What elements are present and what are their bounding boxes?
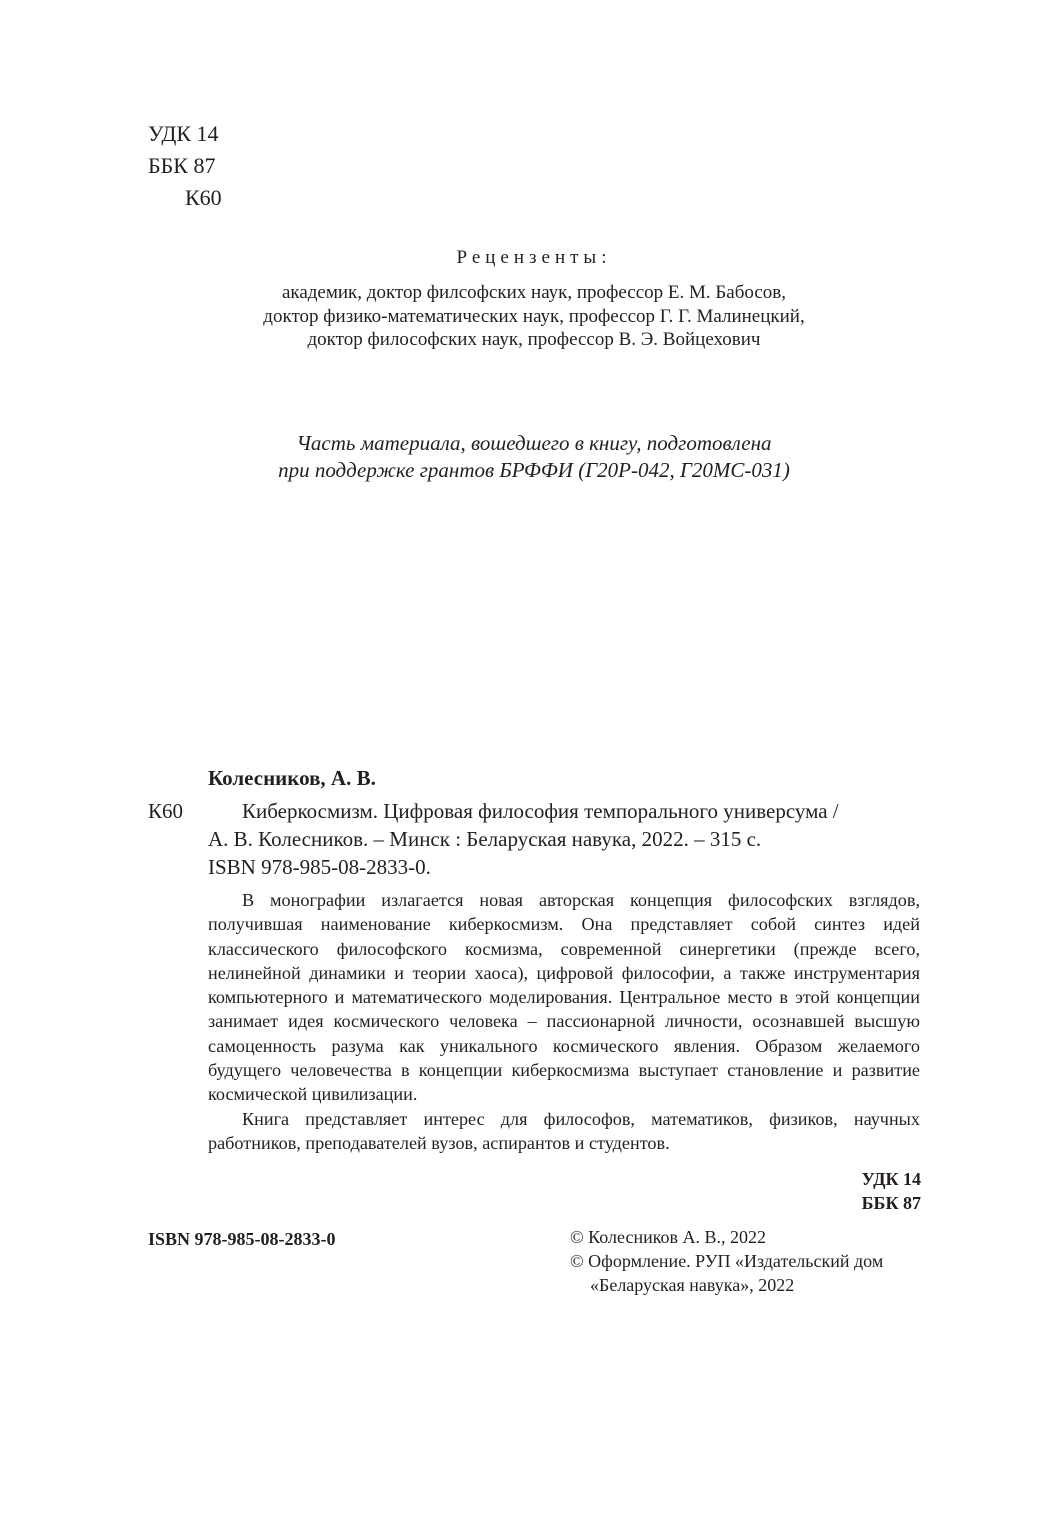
reviewers-heading: Рецензенты:	[456, 247, 612, 268]
copyright-line: © Колесников А. В., 2022	[570, 1227, 767, 1247]
grant-note-line: при поддержке грантов БРФФИ (Г20Р-042, Г20МС-031)	[278, 458, 790, 482]
abstract	[208, 888, 920, 1155]
catalog-author: Колесников, А. В.	[208, 766, 376, 790]
isbn: ISBN 978-985-08-2833-0	[148, 1229, 336, 1249]
reviewer-line: доктор философских наук, профессор В. Э. Войцехович	[307, 329, 761, 350]
reviewer-line: доктор физико-математических наук, профессор Г. Г. Малинецкий,	[263, 305, 805, 327]
udk-code: УДК 14	[148, 121, 219, 146]
bbk-code-bottom: ББК 87	[861, 1193, 921, 1213]
grant-note	[0, 430, 1058, 484]
reviewer-line: академик, доктор филсофских наук, профессор Е. М. Бабосов,	[281, 282, 787, 303]
copyright-line: © Оформление. РУП «Издательский дом	[570, 1251, 884, 1271]
reviewers-block	[0, 244, 1058, 352]
abstract-paragraph: Книга представляет интерес для философов, математиков, физиков, научных работников, преподавателей вузов, аспирантов и студентов.	[208, 1108, 920, 1153]
udk-code-bottom: УДК 14	[861, 1169, 921, 1189]
bbk-code: ББК 87	[148, 153, 216, 178]
catalog-author-mark: К60	[148, 799, 184, 823]
catalog-isbn: ISBN 978-985-08-2833-0.	[208, 855, 431, 879]
classification-codes-top	[148, 118, 222, 214]
catalog-description	[208, 797, 839, 881]
classification-codes-bottom	[800, 1167, 921, 1215]
copyright-block	[570, 1225, 883, 1297]
author-mark: К60	[185, 185, 222, 210]
grant-note-line: Часть материала, вошедшего в книгу, подготовлена	[296, 431, 772, 455]
catalog-publication: А. В. Колесников. – Минск : Беларуская навука, 2022. – 315 с.	[208, 827, 762, 851]
copyright-line: «Беларуская навука», 2022	[590, 1275, 795, 1295]
catalog-title: Киберкосмизм. Цифровая философия темпорального универсума /	[242, 799, 839, 823]
abstract-paragraph: В монографии излагается новая авторская концепция философских взглядов, получившая наименование киберкосмизм. Она представляет собой синтез идей классического философского космизма, современной синергетики (прежде всего, нелинейной динамики и теории хаоса), цифровой философии, а также инструментария компьютерного и математического моделирования. Центральное место в этой концепции занимает идея космического человека – пассионарной личности, осознавшей высшую самоценность разума как уникального космического явления. Образом желаемого будущего человечества в концепции киберкосмизма выступает становление и развитие космической цивилизации.	[208, 890, 920, 1105]
